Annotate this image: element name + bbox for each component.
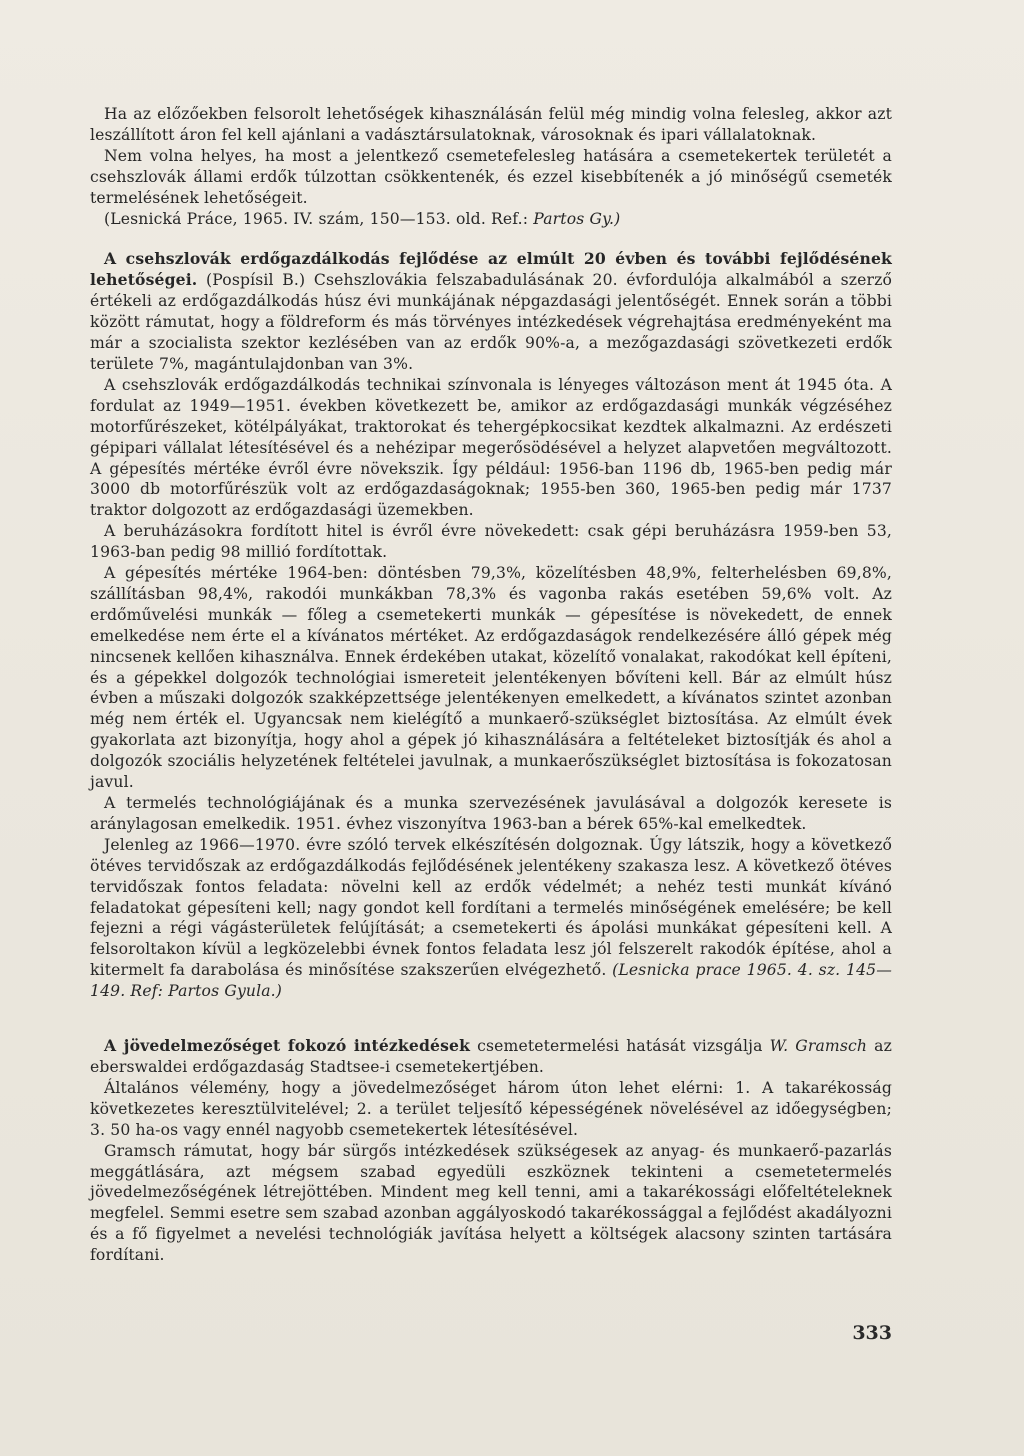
paragraph: A csehszlovák erdőgazdálkodás technikai színvonala is lényeges változáson ment át 1945 óta. A fordulat az 1949—1951. években következett be, amikor az erdőgazdasági munkák végzéséhez motorfűrészeket, kötélpályákat, traktorokat és tehergépkocsikat kezdtek alkalmazni. Az erdészeti gépipari vállalat létesítésével és a nehézipar megerősödésével a helyzet alapvetően megváltozott. A gépesítés mértéke évről évre növekszik. Így például: 1956-ban 1196 db, 1965-ben pedig már 3000 db motorfűrészük volt az erdőgazdaságoknak; 1955-ben 360, 1965-ben pedig már 1737 traktor dolgozott az erdőgazdasági üzemekben.: [90, 375, 892, 520]
reference-source: (Lesnická Práce, 1965. IV. szám, 150—153. old. Ref.:: [104, 209, 534, 228]
paragraph: A gépesítés mértéke 1964-ben: döntésben 79,3%, közelítésben 48,9%, felterhelésben 69,8%, szállításban 98,4%, rakodói munkákban 78,3% és vagonba rakás esetében 59,6% volt. Az erdőművelési munkák — főleg a csemetekerti munkák — gépesítése is növekedett, de ennek emelkedése nem érte el a kívánatos mértéket. Az erdőgazdaságok rendelkezésére álló gépek még nincsenek kellően kihasználva. Ennek érdekében utakat, közelítő vonalakat, rakodókat kell építeni, és a gépekkel dolgozók technológiai ismereteit jelentékenyen bővíteni kell. Bár az elmúlt húsz évben a műszaki dolgozók szakképzettsége jelentékenyen emelkedett, a kívánatos szintet azonban még nem érték el. Ugyancsak nem kielégítő a munkaerő-szükséglet biztosítása. Az elmúlt évek gyakorlata azt bizonyítja, hogy ahol a gépek jó kihasználására a feltételeket biztosítják és ahol a dolgozók szociális helyzetének feltételei javulnak, a munkaerőszükséglet biztosítása is fokozatosan javul.: [90, 564, 892, 792]
reference-line: [90, 209, 892, 230]
paragraph: Ha az előzőekben felsorolt lehetőségek kihasználásán felül még mindig volna felesleg, akkor azt leszállított áron fel kell ajánlani a vadásztársulatoknak, városoknak és ipari vállalatoknak.: [90, 105, 892, 144]
article-intro: [90, 249, 892, 374]
article-intro-text: az eberswaldei erdőgazdaság Stadtsee-i csemetekertjében.: [90, 1037, 892, 1076]
spacer: [90, 229, 892, 249]
paragraph-text: Jelenleg az 1966—1970. évre szóló tervek elkészítésén dolgoznak. Úgy látszik, hogy a következő ötéves tervidőszak az erdőgazdálkodás fejlődésének jelentékeny szakasza lesz. A következő ötéves tervidőszak fontos feladata: növelni kell az erdők védelmét; a nehéz testi munkát kívánó feladatokat gépesíteni kell; nagy gondot kell fordítani a termelés minőségének emelésére; be kell fejezni a régi vágásterületek felújítását; a csemetekerti és ápolási munkákat gépesíteni kell. A felsoroltakon kívül a legközelebbi évnek fontos feladata lesz jól felszerelt rakodók építése, ahol a kitermelt fa darabolása és minősítése szakszerűen elvégezhető.: [90, 835, 892, 980]
reference-author: Partos Gy.): [533, 209, 621, 228]
paragraph: Nem volna helyes, ha most a jelentkező csemetefelesleg hatására a csemetekertek területét a csehszlovák állami erdők túlzottan csökkentenék, és ezzel kisebbítenék a jó minőségű csemeték termelésének lehetőségeit.: [90, 146, 892, 207]
paragraph: Általános vélemény, hogy a jövedelmezőséget három úton lehet elérni: 1. A takarékosság következetes keresztülvitelével; 2. a terület teljesítő képességének növelésével az időegységben; 3. 50 ha-os vagy ennél nagyobb csemetekertek létesítésével.: [90, 1078, 892, 1139]
article-author: W. Gramsch: [769, 1037, 868, 1056]
article-intro: [90, 1036, 892, 1078]
article-title: A jövedelmezőséget fokozó intézkedések: [104, 1036, 471, 1056]
text-column: [90, 104, 892, 1266]
spacer: [90, 1002, 892, 1036]
paragraph: Gramsch rámutat, hogy bár sürgős intézkedések szükségesek az anyag- és munkaerő-pazarlás meggátlására, azt mégsem szabad egyedüli eszköznek tekinteni a csemetetermelés jövedelmezőségének létrejöttében. Mindent meg kell tenni, ami a takarékossági előfeltételeknek megfelel. Semmi esetre sem szabad azonban aggályoskodó takarékossággal a fejlődést akadályozni és a fő figyelmet a nevelési technológiák javítása helyett a költségek alacsony szinten tartására fordítani.: [90, 1141, 892, 1265]
article-title: A csehszlovák erdőgazdálkodás fejlődése az elmúlt 20 évben és további fejlődésének lehetőségei.: [90, 249, 892, 290]
article-intro-text: (Pospísil B.) Csehszlovákia felszabadulásának 20. évfordulója alkalmából a szerző értékeli az erdőgazdálkodás húsz évi munkájának népgazdasági jelentőségét. Ennek során a többi között rámutat, hogy a földreform és más törvényes intézkedések végrehajtása eredményeként ma már a szocialista szektor kezlésében van az erdők 90%-a, a mezőgazdasági szövetkezeti erdők területe 7%, magántulajdonban van 3%.: [90, 271, 892, 373]
paragraph: A termelés technológiájának és a munka szervezésének javulásával a dolgozók keresete is aránylagosan emelkedik. 1951. évhez viszonyítva 1963-ban a bérek 65%-kal emelkedtek.: [90, 794, 892, 833]
article-intro-text: csemetetermelési hatását vizsgálja: [470, 1037, 770, 1056]
page-number: 333: [852, 1322, 892, 1344]
reference-citation: (Lesnicka prace 1965. 4. sz. 145—149. Ref: Partos Gyula.): [90, 961, 892, 1001]
paragraph: A beruházásokra fordított hitel is évről évre növekedett: csak gépi beruházásra 1959-ben 53, 1963-ban pedig 98 millió fordítottak.: [90, 522, 892, 562]
paragraph: [90, 835, 892, 1002]
